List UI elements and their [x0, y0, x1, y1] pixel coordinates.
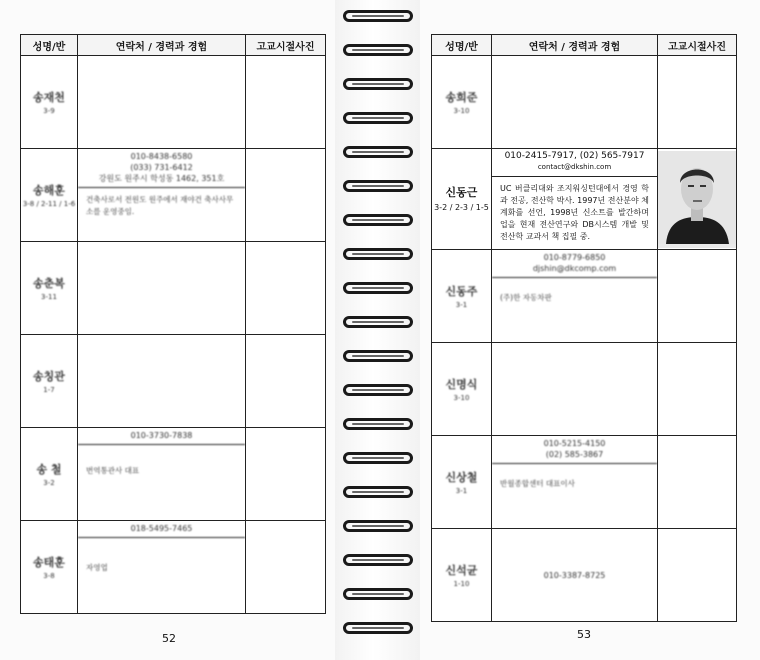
- student-class: 1-10: [453, 580, 470, 588]
- student-name: 송재천: [33, 91, 65, 104]
- binding-ring: [343, 180, 413, 192]
- binding-ring: [343, 418, 413, 430]
- contact-info: 010-5215-4150 (02) 585-3867: [492, 436, 657, 464]
- career-text: (주)한 자동차판: [500, 293, 552, 302]
- binding-ring: [343, 520, 413, 532]
- student-name: 신석균: [445, 564, 478, 577]
- binding-ring: [343, 486, 413, 498]
- career-text: 자영업: [86, 563, 108, 572]
- binding-ring: [343, 44, 413, 56]
- student-class: 3-2: [43, 479, 55, 487]
- table-row: [21, 521, 326, 614]
- left-roster-table: [20, 34, 326, 614]
- career-text: 건축사로서 전원도 원주에서 재야건 축사사무소를 운영중임.: [86, 195, 234, 216]
- binding-ring: [343, 78, 413, 90]
- career-text: 번역통관사 대표: [86, 466, 140, 475]
- page-number-left: 52: [162, 632, 176, 645]
- student-name: 신동근: [445, 186, 478, 199]
- table-row: [21, 242, 326, 335]
- contact-info: 010-3387-8725: [492, 529, 658, 622]
- contact-info: 010-8438-6580 (033) 731-6412 강원도 원주시 학성동 1462, 351호: [78, 149, 245, 188]
- student-name: 신명식: [445, 378, 478, 391]
- student-class: 3-1: [455, 301, 468, 309]
- student-class: 3-11: [41, 293, 57, 301]
- binding-ring: [343, 282, 413, 294]
- header-name: 성명/반: [21, 35, 78, 56]
- binding-ring: [343, 214, 413, 226]
- table-row: [432, 436, 737, 529]
- binding-ring: [343, 384, 413, 396]
- student-name: 송춘복: [33, 277, 65, 290]
- career-text: UC 버클리대와 조지워싱턴대에서 경영 학과 전공, 전산학 박사. 1997년 전산분야 체계화를 선언, 1998년 신소트를 발간하며 업을 현재 전산연구와 DB시스템 개발 및 전산학 교과서 책 집필 중.: [500, 184, 649, 241]
- student-name: 송희준: [445, 91, 478, 104]
- student-class: 1-7: [43, 386, 55, 394]
- student-portrait-icon: [658, 151, 736, 244]
- table-row: [432, 529, 737, 622]
- student-class: 3-8 / 2-11 / 1-6: [22, 200, 76, 208]
- binding-ring: [343, 350, 413, 362]
- binding-ring: [343, 10, 413, 22]
- student-class: 3-8: [43, 572, 55, 580]
- table-row: [432, 56, 737, 149]
- student-class: 3-10: [453, 394, 470, 402]
- header-name: 성명/반: [432, 35, 492, 56]
- contact-info: 010-8779-6850 djshin@dkcomp.com: [492, 250, 657, 278]
- student-name: 송 철: [36, 463, 62, 476]
- binding-ring: [343, 622, 413, 634]
- table-row: [21, 428, 326, 521]
- header-photo: 고교시절사진: [246, 35, 326, 56]
- binding-ring: [343, 316, 413, 328]
- header-contact: 연락처 / 경력과 경험: [492, 35, 658, 56]
- table-row: [21, 149, 326, 242]
- binding-ring: [343, 248, 413, 260]
- student-class: 3-10: [453, 107, 470, 115]
- student-class: 3-1: [455, 487, 468, 495]
- student-name: 송해훈: [33, 184, 65, 197]
- table-row: [21, 335, 326, 428]
- contact-info: 018-5495-7465: [78, 521, 245, 538]
- binding-ring: [343, 588, 413, 600]
- student-class: 3-2 / 2-3 / 1-5: [434, 203, 489, 212]
- student-class: 3-9: [43, 107, 55, 115]
- table-row: [432, 149, 737, 250]
- student-name: 송태훈: [33, 556, 65, 569]
- student-name: 신동주: [445, 285, 478, 298]
- page-number-right: 53: [577, 628, 591, 641]
- binding-ring: [343, 554, 413, 566]
- header-photo: 고교시절사진: [658, 35, 737, 56]
- contact-info: 010-2415-7917, (02) 565-7917 contact@dkshin.com: [492, 149, 657, 177]
- table-row: [21, 56, 326, 149]
- binding-ring: [343, 112, 413, 124]
- table-row: [432, 343, 737, 436]
- career-text: 반월종합센터 대표이사: [500, 479, 575, 488]
- table-row: [432, 250, 737, 343]
- right-roster-table: [431, 34, 737, 622]
- binding-ring: [343, 146, 413, 158]
- student-name: 신상철: [445, 471, 478, 484]
- student-name: 송칭관: [33, 370, 65, 383]
- binding-ring: [343, 452, 413, 464]
- header-contact: 연락처 / 경력과 경험: [78, 35, 246, 56]
- student-photo: [658, 151, 736, 248]
- contact-info: 010-3730-7838: [78, 428, 245, 445]
